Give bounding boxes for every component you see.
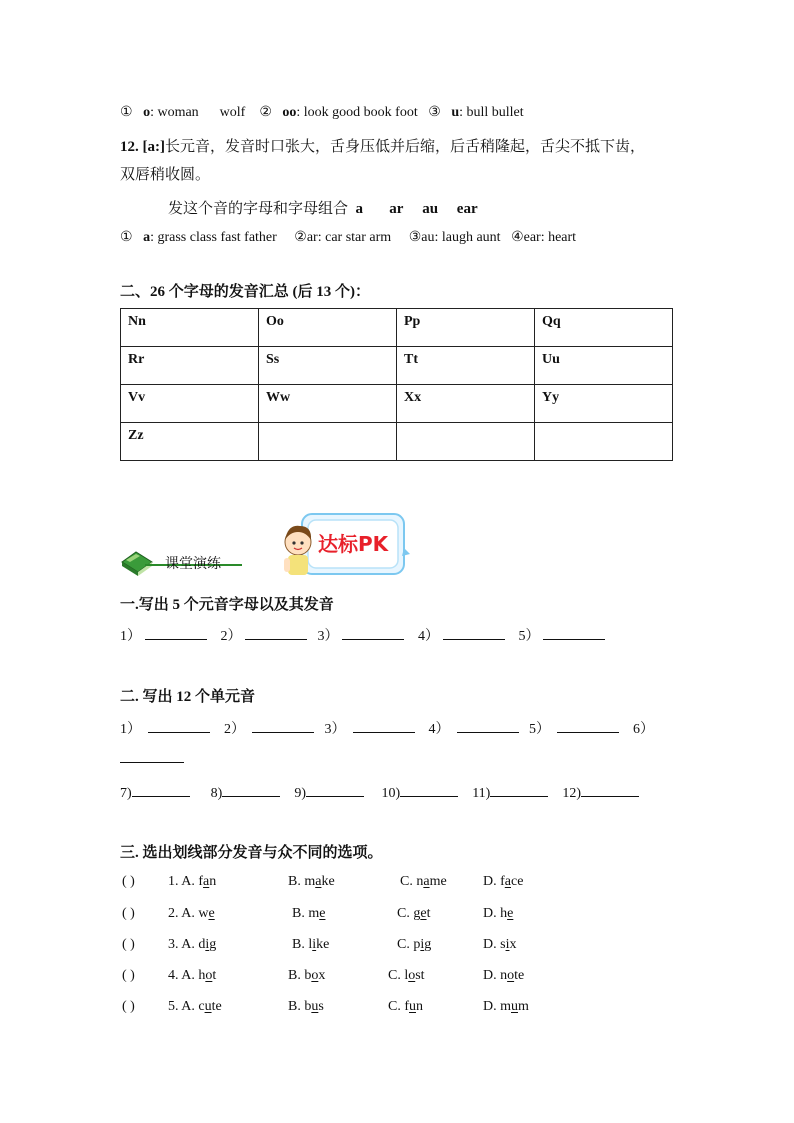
combo-line — [168, 197, 478, 218]
examples-o: : woman — [150, 105, 199, 120]
table-cell — [259, 423, 397, 461]
option-b[interactable]: B. box — [288, 968, 326, 983]
answer-blank[interactable] — [543, 625, 605, 640]
option-d[interactable]: D. note — [483, 968, 525, 983]
table-cell: Ww — [259, 385, 397, 423]
option-c[interactable]: C. get — [397, 906, 431, 921]
exercise-1-title: 一.写出 5 个元音字母以及其发音 — [120, 597, 334, 613]
option-b[interactable]: B. like — [292, 937, 330, 952]
exercise-1-blanks — [120, 625, 605, 645]
blank-num: 5） — [529, 722, 550, 737]
banner-label: 课堂演练 — [165, 556, 221, 572]
option-d[interactable]: D. mum — [483, 999, 529, 1014]
section-2-title: 二、26 个字母的发音汇总 (后 13 个)： — [120, 284, 370, 300]
answer-blank[interactable] — [120, 762, 184, 763]
table-cell: Qq — [535, 309, 673, 347]
table-row — [121, 347, 673, 385]
option-d[interactable]: D. six — [483, 937, 517, 952]
answer-paren[interactable]: ( ) — [122, 874, 135, 889]
examples-ar: ②ar: car star arm — [294, 230, 392, 245]
letter-a: a — [143, 230, 151, 245]
option-a[interactable]: 4. A. hot — [168, 968, 217, 983]
blank-num: 1） — [120, 722, 141, 737]
blank-num: 5） — [518, 629, 540, 644]
table-cell: Yy — [535, 385, 673, 423]
table-cell: Ss — [259, 347, 397, 385]
exercise-2-row1 — [120, 718, 654, 738]
option-c[interactable]: C. name — [400, 874, 447, 889]
option-c[interactable]: C. fun — [388, 999, 423, 1014]
pk-badge-text: 达标PK — [318, 532, 389, 556]
blank-num: 3） — [324, 722, 346, 737]
answer-blank[interactable] — [222, 782, 280, 797]
option-a[interactable]: 3. A. dig — [168, 937, 217, 952]
combo-ar: ar — [389, 201, 404, 217]
practice-banner — [120, 546, 242, 578]
answer-blank[interactable] — [457, 718, 519, 733]
combo-ear: ear — [456, 201, 478, 217]
answer-blank[interactable] — [443, 625, 505, 640]
table-cell: Rr — [121, 347, 259, 385]
examples-oo: : look good book foot — [296, 105, 418, 120]
table-cell: Oo — [259, 309, 397, 347]
table-row — [121, 423, 673, 461]
blank-num: 8) — [210, 786, 223, 801]
letter-oo: oo — [282, 105, 297, 120]
blank-num: 2） — [224, 722, 245, 737]
circle-number-1: ① — [120, 105, 133, 120]
item-12-label: 12. [a:] — [120, 139, 165, 155]
letter-o: o — [143, 105, 151, 120]
circle-number-2: ② — [259, 105, 272, 120]
option-b[interactable]: B. me — [292, 906, 326, 921]
exercise-3-title: 三. 选出划线部分发音与众不同的选项。 — [120, 845, 383, 861]
circle-number-3: ③ — [428, 105, 441, 120]
sound-line-a — [120, 229, 576, 246]
table-cell: Tt — [397, 347, 535, 385]
examples-ear: ④ear: heart — [511, 230, 577, 245]
answer-blank[interactable] — [353, 718, 415, 733]
blank-num: 4） — [428, 722, 450, 737]
example-wolf: wolf — [219, 105, 246, 120]
table-row — [121, 309, 673, 347]
blank-num: 6） — [633, 722, 654, 737]
blank-num: 9) — [294, 786, 307, 801]
exercise-2-row2 — [120, 782, 639, 802]
examples-u: : bull bullet — [459, 105, 524, 120]
letter-table — [120, 308, 673, 461]
examples-a: : grass class fast father — [150, 230, 277, 245]
answer-blank[interactable] — [148, 718, 210, 733]
table-cell: Xx — [397, 385, 535, 423]
answer-blank[interactable] — [145, 625, 207, 640]
table-cell: Vv — [121, 385, 259, 423]
option-b[interactable]: B. bus — [288, 999, 324, 1014]
answer-blank[interactable] — [490, 782, 548, 797]
combo-text: 发这个音的字母和字母组合 — [168, 201, 349, 217]
answer-blank[interactable] — [400, 782, 458, 797]
option-d[interactable]: D. he — [483, 906, 514, 921]
combo-au: au — [422, 201, 439, 217]
table-cell: Uu — [535, 347, 673, 385]
item-12 — [120, 135, 645, 156]
answer-blank[interactable] — [557, 718, 619, 733]
option-a[interactable]: 1. A. fan — [168, 874, 217, 889]
blank-num: 1） — [120, 629, 141, 644]
option-c[interactable]: C. pig — [397, 937, 432, 952]
answer-blank[interactable] — [252, 718, 314, 733]
table-cell — [535, 423, 673, 461]
answer-blank[interactable] — [245, 625, 307, 640]
option-d[interactable]: D. face — [483, 874, 524, 889]
item-12-desc: 长元音，发音时口张大，舌身压低并后缩，后舌稍隆起，舌尖不抵下齿， — [165, 139, 646, 155]
answer-blank[interactable] — [306, 782, 364, 797]
item-12-desc2: 双唇稍收圆。 — [120, 167, 211, 183]
option-b[interactable]: B. make — [288, 874, 335, 889]
blank-num: 2） — [220, 629, 242, 644]
table-row — [121, 385, 673, 423]
blank-num: 3） — [317, 629, 339, 644]
pk-badge — [272, 508, 412, 584]
answer-paren[interactable]: ( ) — [122, 937, 135, 952]
table-cell: Zz — [121, 423, 259, 461]
option-c[interactable]: C. lost — [388, 968, 425, 983]
blank-num: 12) — [562, 786, 582, 801]
blank-num: 11) — [472, 786, 491, 801]
table-cell: Nn — [121, 309, 259, 347]
circle-number-1: ① — [120, 230, 133, 245]
option-a[interactable]: 2. A. we — [168, 906, 215, 921]
answer-blank[interactable] — [342, 625, 404, 640]
answer-paren[interactable]: ( ) — [122, 906, 135, 921]
table-cell — [397, 423, 535, 461]
answer-blank[interactable] — [581, 782, 639, 797]
book-icon — [120, 548, 154, 578]
letter-u: u — [451, 105, 460, 120]
sound-line-o — [120, 104, 524, 121]
table-cell: Pp — [397, 309, 535, 347]
answer-blank[interactable] — [132, 782, 190, 797]
exercise-2-title: 二. 写出 12 个单元音 — [120, 689, 256, 705]
blank-num: 7) — [120, 786, 132, 801]
blank-num: 4） — [418, 629, 439, 644]
answer-paren[interactable]: ( ) — [122, 968, 135, 983]
examples-au: ③au: laugh aunt — [408, 230, 501, 245]
answer-paren[interactable]: ( ) — [122, 999, 135, 1014]
combo-a: a — [355, 201, 364, 217]
option-a[interactable]: 5. A. cute — [168, 999, 222, 1014]
blank-num: 10) — [381, 786, 401, 801]
